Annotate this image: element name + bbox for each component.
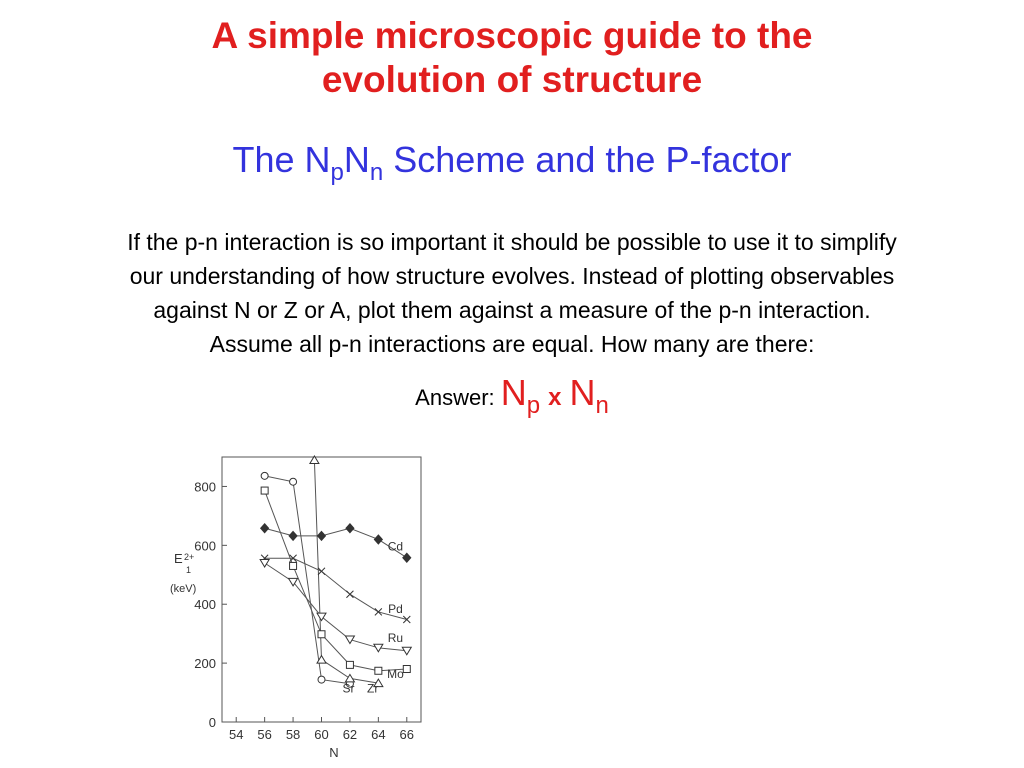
series-lines [265,460,407,684]
body-paragraph [20,225,1004,361]
y-axis-label-unit: (keV) [170,583,197,595]
x-tick-label: 66 [399,727,415,742]
mo-data-point [375,667,382,674]
title-line-2: evolution of structure [321,59,703,100]
answer-nn-n: N [569,372,596,413]
cd-data-point [346,524,354,533]
x-axis-label: N [329,745,339,760]
series-label-pd: Pd [388,602,403,617]
body-line-1: If the p-n interaction is so important it should be possible to use it to simplify [127,229,897,255]
answer-np [500,372,541,419]
series-label-sr: Sr [342,681,355,696]
ru-data-point [260,560,269,568]
pd-data-point [318,568,325,575]
series-label-zr: Zr [367,681,379,696]
cd-data-point [318,531,326,540]
series-line-cd [265,528,407,557]
subtitle-prefix: The N [232,139,331,180]
series-label-cd: Cd [387,539,404,554]
y-tick-label: 400 [194,597,216,613]
y-axis-label [170,551,196,595]
x-tick-label: 62 [342,727,358,742]
y-axis-label-main: E [174,551,183,566]
answer-nn [569,372,609,419]
ru-data-point [402,647,411,655]
slide-title [0,14,1024,102]
sr-data-point [318,676,325,683]
slide-subtitle [0,138,1024,186]
series-line-pd [265,558,407,619]
x-tick-label: 64 [371,727,386,742]
mo-data-point [346,661,353,668]
y-tick-label: 600 [194,538,216,554]
series-line-ru [265,563,407,651]
body-line-4: Assume all p-n interactions are equal. How many are there: [209,331,815,357]
subtitle-mid: N [343,139,370,180]
mo-data-point [290,562,297,569]
series-label-ru: Ru [387,630,404,645]
y-tick-label: 800 [194,479,216,495]
x-tick-label: 58 [285,727,301,742]
answer-nn-sub: n [595,392,609,419]
sr-data-point [261,472,268,479]
mo-data-point [403,666,410,673]
answer-times: x [548,384,562,411]
series-line-mo [265,491,407,671]
mo-data-point [318,631,325,638]
mo-data-point [261,487,268,494]
series-line-zr [314,460,378,683]
sr-data-point [290,478,297,485]
pd-data-point [346,591,353,598]
series-line-sr [265,476,350,684]
answer-np-n: N [500,372,527,413]
answer-line [0,372,1024,419]
cd-data-point [261,524,269,533]
series-label-mo: Mo [387,666,404,681]
tick-labels [194,479,414,742]
title-line-1: A simple microscopic guide to the [211,15,813,56]
cd-data-point [289,531,297,540]
ru-data-point [345,636,354,644]
x-tick-label: 54 [228,727,244,742]
series-markers [260,456,411,687]
pd-data-point [403,616,410,623]
y-tick-label: 0 [208,715,216,730]
pd-data-point [375,608,382,615]
y-axis-label-sub: 1 [186,565,192,575]
cd-data-point [374,535,382,544]
e2-energy-chart [160,445,460,763]
y-tick-label: 200 [194,656,216,672]
subtitle-suffix: Scheme and the P-factor [383,139,792,180]
body-line-2: our understanding of how structure evolves. Instead of plotting observables [129,263,895,289]
cd-data-point [403,553,411,562]
ru-data-point [289,578,298,586]
body-line-3: against N or Z or A, plot them against a measure of the p-n interaction. [153,297,871,323]
x-tick-label: 60 [314,727,329,742]
subtitle-sub-n: n [369,159,384,186]
subtitle-sub-p: p [330,159,344,186]
y-axis-label-sup: 2+ [184,552,195,562]
x-tick-label: 56 [257,727,272,742]
series-labels [343,540,405,696]
answer-label: Answer: [415,385,501,410]
answer-np-sub: p [526,392,541,419]
